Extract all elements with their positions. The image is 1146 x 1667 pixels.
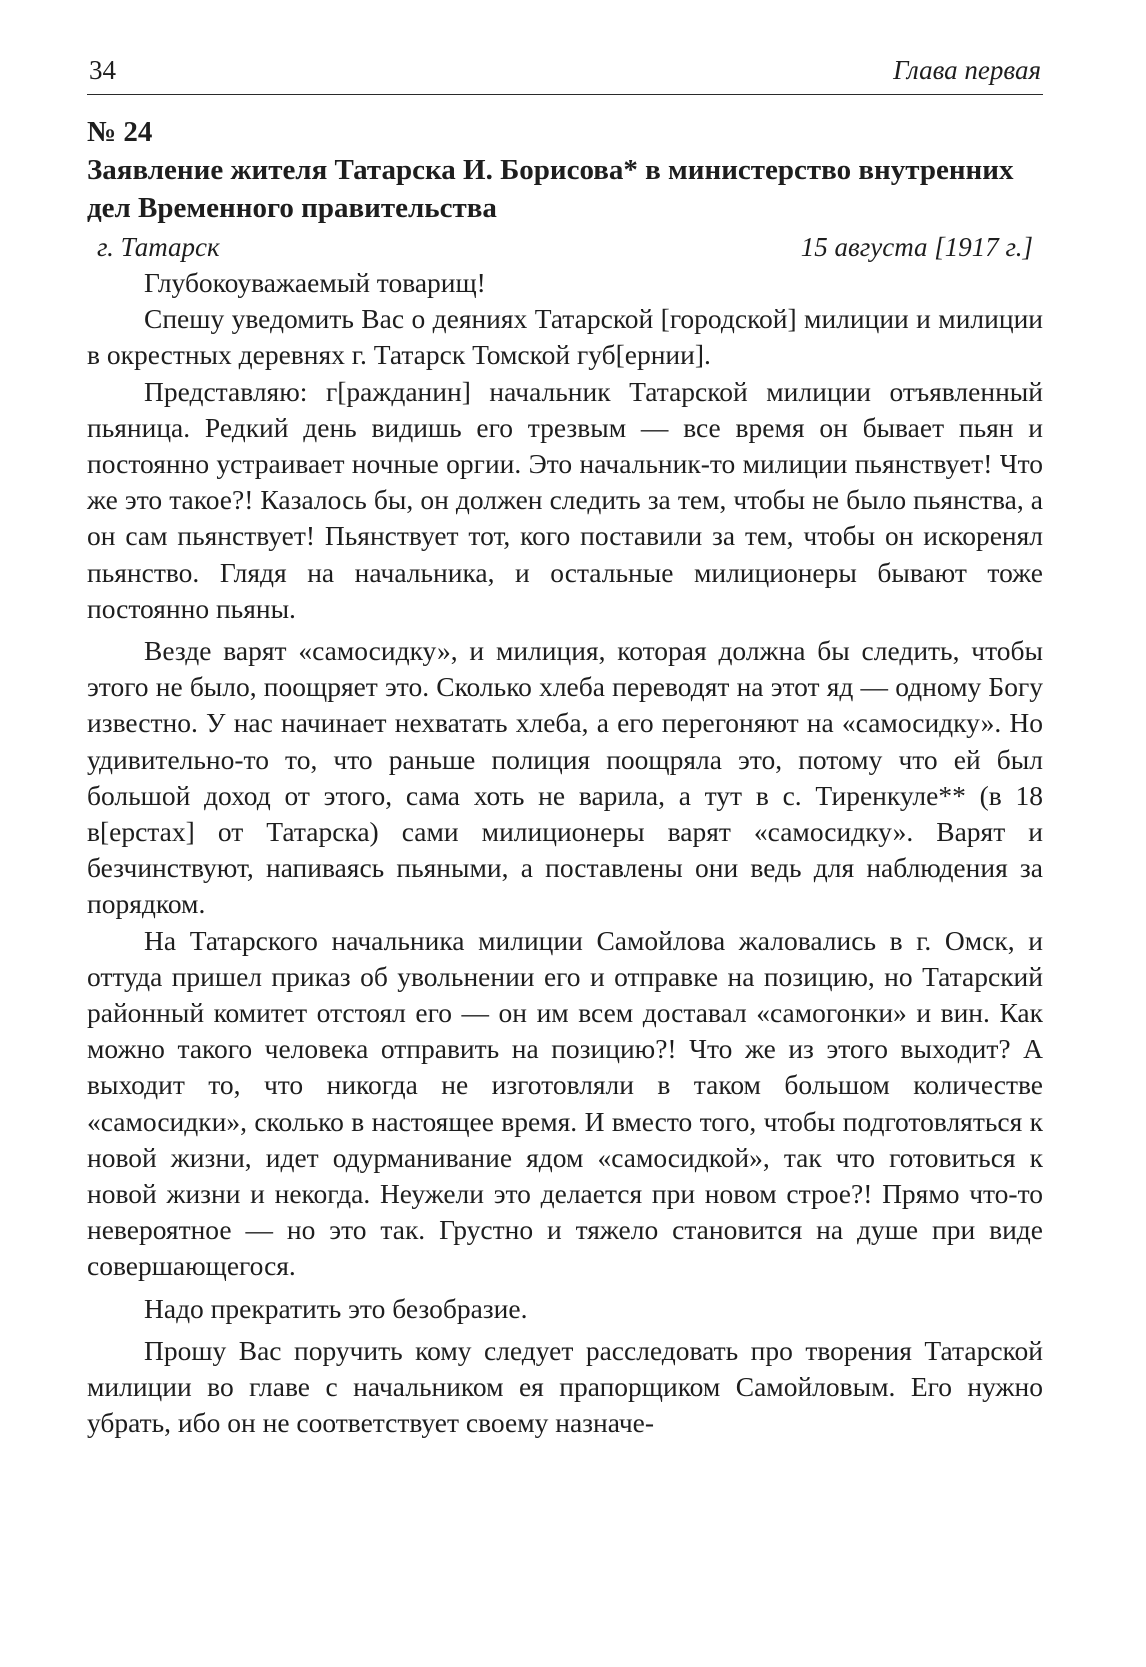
- paragraph: Представляю: г[ражданин] начальник Татарской милиции отъявленный пьяница. Редкий день видишь его трезвым — все время он бывает пьян и постоянно устраивает ночные оргии. Это начальник-то милиции пьянствует! Что же это такое?! Казалось бы, он должен следить за тем, чтобы не было пьянства, а он сам пьянствует! Пьянствует тот, кого поставили за тем, чтобы он искоренял пьянство. Глядя на начальника, и остальные милиционеры бывают тоже постоянно пьяны.: [87, 375, 1043, 624]
- salutation: Глубокоуважаемый товарищ!: [144, 267, 486, 298]
- document-body: [87, 265, 1043, 1442]
- paragraph: Везде варят «самосидку», и милиция, которая должна бы следить, чтобы этого не было, поощряет это. Сколько хлеба переводят на этот яд — одному Богу известно. У нас начинает нехватать хлеба, а его перегоняют на «самосидку». Но удивительно-то то, что раньше полиция поощряла это, потому что ей был большой доход от этого, сама хоть не варила, а тут в с. Тиренкуле** (в 18 в[ерстах] от Татарска) сами милиционеры варят «самосидку». Варят и безчинствуют, напиваясь пьяными, а поставлены они ведь для наблюдения за порядком.: [87, 635, 1043, 920]
- book-page: [87, 52, 1043, 1442]
- chapter-title: Глава первая: [893, 55, 1041, 85]
- document-place: г. Татарск: [97, 232, 220, 262]
- paragraph: Спешу уведомить Вас о деяниях Татарской [городской] милиции и милиции в окрестных деревнях г. Татарск Томской губ[ернии].: [87, 303, 1043, 371]
- document-number: № 24: [87, 116, 153, 148]
- paragraph: На Татарского начальника милиции Самойлова жаловались в г. Омск, и оттуда пришел приказ об увольнении его и отправке на позицию, но Татарский районный комитет отстоял его — он им всем доставал «самогонки» и вин. Как можно такого человека отправить на позицию?! Что же из этого выходит? А выходит то, что никогда не изготовляли в таком большом количестве «самосидки», сколько в настоящее время. И вместо того, чтобы подготовляться к новой жизни, идет одурманивание ядом «самосидкой», так что готовиться к новой жизни и некогда. Неужели это делается при новом строе?! Прямо что-то невероятное — но это так. Грустно и тяжело становится на душе при виде совершающегося.: [87, 924, 1043, 1282]
- document-title: Заявление жителя Татарска И. Борисова* в министерство внутренних дел Временного правительства: [87, 154, 1014, 224]
- running-header: [87, 52, 1043, 95]
- paragraph: Прошу Вас поручить кому следует расследовать про творения Татарской милиции во главе с начальником ея прапорщиком Самойловым. Его нужно убрать, ибо он не соответствует своему назначе-: [87, 1334, 1043, 1439]
- document-date: 15 августа [1917 г.]: [800, 232, 1033, 262]
- paragraph: Надо прекратить это безобразие.: [144, 1292, 528, 1324]
- place-date-line: [87, 229, 1043, 265]
- page-number: 34: [89, 55, 116, 85]
